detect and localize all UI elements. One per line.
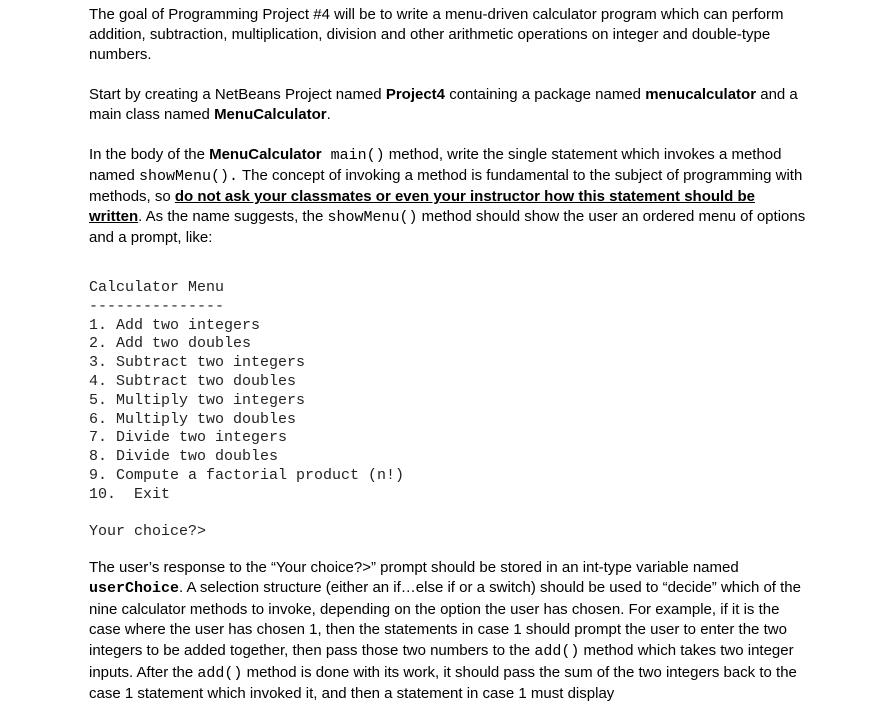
project-name: Project4 bbox=[385, 86, 446, 103]
showmenu-code-2: showMenu() bbox=[327, 209, 418, 226]
menu-item: 10. Exit bbox=[89, 485, 171, 503]
menu-item: 6. Multiply two doubles bbox=[89, 410, 297, 428]
add-method-code-2: add() bbox=[197, 664, 243, 682]
menu-prompt: Your choice?> bbox=[89, 522, 207, 540]
userchoice-var: userChoice bbox=[89, 580, 180, 598]
showmenu-code: showMenu(). bbox=[139, 168, 239, 185]
menu-item: 7. Divide two integers bbox=[89, 429, 288, 447]
intro-text: The goal of Programming Project #4 will be to write a menu-driven calculator program which can perform addition, subtraction, multiplication, division and other arithmetic operations on integer and double-type numbers. bbox=[89, 6, 784, 63]
main-method-code: main() bbox=[321, 147, 385, 164]
instructions-paragraph bbox=[89, 145, 809, 248]
menu-divider: --------------- bbox=[89, 297, 225, 315]
instr-text-2: method, write the single statement which invokes a method named bbox=[89, 146, 782, 184]
menu-item: 4. Subtract two doubles bbox=[89, 372, 297, 390]
menu-item: 5. Multiply two integers bbox=[89, 391, 306, 409]
setup-text-3: and a main class named bbox=[89, 86, 798, 123]
sel-text-4: method is done with its work, it should pass the sum of the two integers back to the case 1 statement which invoked it, and then a statement in case 1 must display bbox=[89, 663, 797, 703]
instr-text-1: In the body of the bbox=[89, 146, 210, 163]
calculator-menu-example bbox=[89, 279, 809, 505]
menu-item: 9. Compute a factorial product (n!) bbox=[89, 466, 405, 484]
class-name-ref: MenuCalculator bbox=[209, 146, 322, 163]
instr-text-3: The concept of invoking a method is fundamental to the subject of programming with methods, so bbox=[89, 167, 803, 205]
class-name: MenuCalculator bbox=[214, 106, 327, 123]
setup-paragraph bbox=[89, 85, 809, 125]
setup-text-1: Start by creating a NetBeans Project named bbox=[89, 86, 386, 103]
setup-text-2: containing a package named bbox=[445, 86, 646, 103]
intro-paragraph bbox=[89, 5, 809, 65]
sel-text-1: The user’s response to the “Your choice?>” prompt should be stored in an int-type variable named bbox=[89, 558, 739, 576]
warning-text: do not ask your classmates or even your instructor how this statement should be written bbox=[89, 188, 756, 225]
setup-text-4: . bbox=[326, 106, 331, 123]
selection-paragraph bbox=[89, 558, 809, 705]
instr-text-4: . As the name suggests, the bbox=[138, 208, 328, 225]
sel-text-3: method which takes two integer inputs. After the bbox=[89, 641, 794, 681]
package-name: menucalculator bbox=[645, 86, 757, 103]
instr-text-5: method should show the user an ordered menu of options and a prompt, like: bbox=[89, 208, 806, 246]
menu-item: 3. Subtract two integers bbox=[89, 354, 306, 372]
menu-item: 1. Add two integers bbox=[89, 316, 261, 334]
menu-item: 2. Add two doubles bbox=[89, 335, 252, 353]
document-body bbox=[89, 5, 809, 705]
sel-text-2: . A selection structure (either an if…else if or a switch) should be used to “decide” which of the nine calculator methods to invoke, depending on the option the user has chosen. For example, if it is the case where the user has chosen 1, then the statements in case 1 should prompt the user to enter the two integers to be added together, then pass those two numbers to the bbox=[89, 579, 801, 659]
menu-title: Calculator Menu bbox=[89, 279, 225, 296]
add-method-code: add() bbox=[534, 642, 580, 660]
menu-item: 8. Divide two doubles bbox=[89, 448, 279, 466]
